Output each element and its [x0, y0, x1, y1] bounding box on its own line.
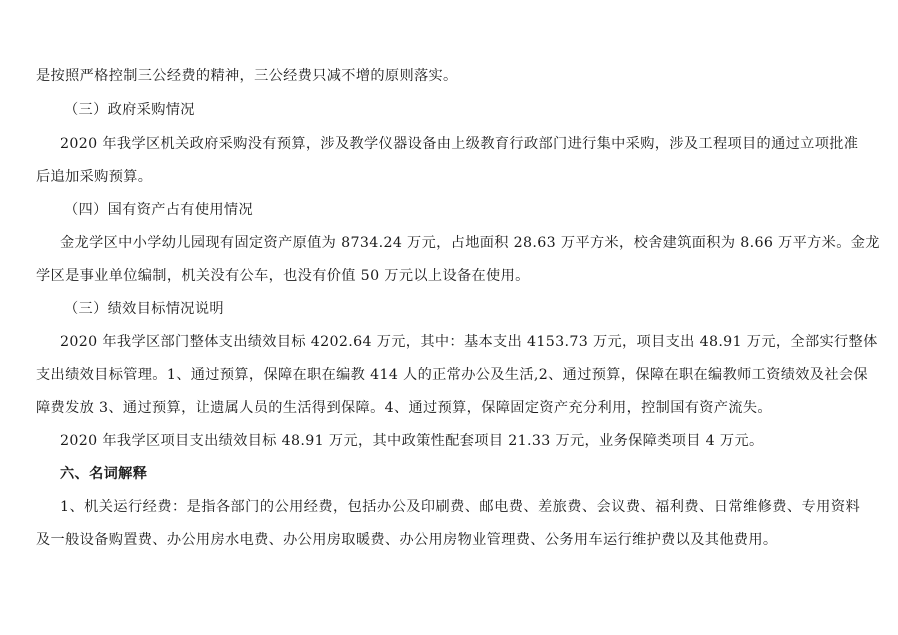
section-heading: （四）国有资产占有使用情况: [64, 202, 253, 218]
paragraph-line: 2020 年我学区机关政府采购没有预算，涉及教学仪器设备由上级教育行政部门进行集中采购，涉及工程项目的通过立项批准: [60, 136, 859, 152]
paragraph-line: 后追加采购预算。: [36, 169, 153, 185]
paragraph-line: 学区是事业单位编制，机关没有公车，也没有价值 50 万元以上设备在使用。: [36, 268, 530, 284]
section-heading: 六、名词解释: [60, 466, 148, 482]
paragraph-line: 是按照严格控制三公经费的精神，三公经费只减不增的原则落实。: [36, 68, 458, 84]
paragraph-line: 障费发放 3、通过预算，让遗属人员的生活得到保障。4、通过预算，保障固定资产充分利用，控制国有资产流失。: [36, 400, 772, 416]
paragraph-line: 支出绩效目标管理。1、通过预算，保障在职在编教 414 人的正常办公及生活,2、通过预算，保障在职在编教师工资绩效及社会保: [36, 367, 868, 383]
paragraph-line: 金龙学区中小学幼儿园现有固定资产原值为 8734.24 万元，占地面积 28.63 万平方米，校舍建筑面积为 8.66 万平方米。金龙: [60, 235, 880, 251]
paragraph-line: 2020 年我学区部门整体支出绩效目标 4202.64 万元，其中：基本支出 4153.73 万元，项目支出 48.91 万元，全部实行整体: [60, 334, 878, 350]
section-heading: （三）绩效目标情况说明: [64, 301, 224, 317]
paragraph-line: 及一般设备购置费、办公用房水电费、办公用房取暖费、办公用房物业管理费、公务用车运行维护费以及其他费用。: [36, 532, 778, 548]
paragraph-line: 1、机关运行经费：是指各部门的公用经费，包括办公及印刷费、邮电费、差旅费、会议费、福利费、日常维修费、专用资料: [60, 499, 860, 515]
section-heading: （三）政府采购情况: [64, 102, 195, 118]
paragraph-line: 2020 年我学区项目支出绩效目标 48.91 万元，其中政策性配套项目 21.33 万元，业务保障类项目 4 万元。: [60, 433, 764, 449]
